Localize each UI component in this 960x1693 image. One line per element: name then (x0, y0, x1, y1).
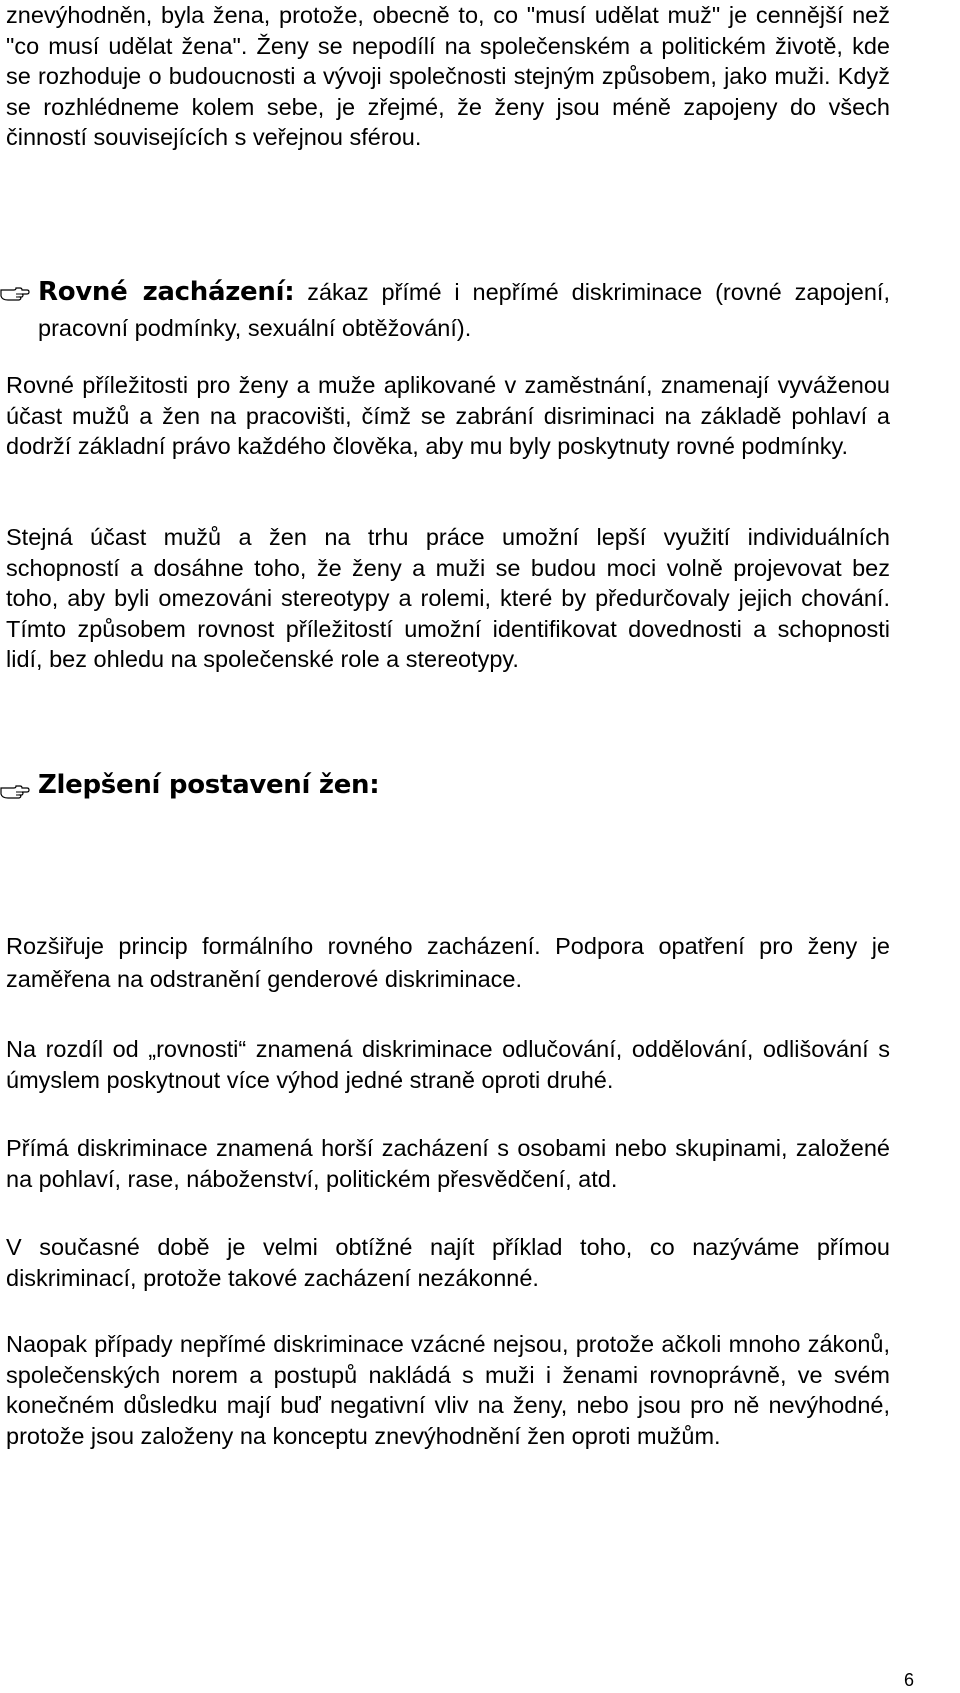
paragraph-equal-opportunities: Rovné příležitosti pro ženy a muže aplikované v zaměstnání, znamenají vyváženou účast mužů a žen na pracovišti, čímž se zabrání disriminaci na základě pohlaví a dodrží základní právo každého člověka, aby mu byly poskytnuty rovné podmínky. (6, 372, 890, 459)
paragraph-labour-market: Stejná účast mužů a žen na trhu práce umožní lepší využití individuálních schopností a dosáhne toho, že ženy a muži se budou moci volně projevovat bez toho, aby byli omezováni stereotypy a rolemi, které by předurčovaly jejich chování. Tímto způsobem rovnost příležitostí umožní identifikovat dovednosti a schopnosti lidí, bez ohledu na společenské role a stereotypy. (6, 524, 890, 672)
equal-treatment-heading: Rovné zacházení: (38, 277, 295, 307)
pointing-hand-icon (0, 284, 30, 302)
pointing-hand-icon (0, 782, 30, 800)
paragraph-discrimination-definition: Na rozdíl od „rovnosti“ znamená diskriminace odlučování, oddělování, odlišování s úmyslem poskytnout více výhod jedné straně oproti druhé. (6, 1036, 890, 1093)
equal-treatment-text (0, 274, 890, 346)
improvement-heading: Zlepšení postavení žen: (38, 770, 380, 800)
paragraph-formal-principle: Rozšiřuje princip formálního rovného zacházení. Podpora opatření pro ženy je zaměřena na odstranění genderové diskriminace. (6, 933, 890, 992)
paragraph-indirect-discrimination: Naopak případy nepřímé diskriminace vzácné nejsou, protože ačkoli mnoho zákonů, společenských norem a postupů nakládá s muži i ženami rovnoprávně, ve svém konečném důsledku mají buď negativní vliv na ženy, nebo jsou pro ně nevýhodné, protože jsou založeny na konceptu znevýhodnění žen oproti mužům. (6, 1331, 890, 1449)
bullet-equal-treatment (0, 274, 890, 346)
paragraph-intro: znevýhodněn, byla žena, protože, obecně to, co "musí udělat muž" je cennější než "co musí udělat žena". Ženy se nepodílí na společenském a politickém životě, kde se rozhoduje o budoucnosti a vývoji společnosti stejným způsobem, jako muži. Když se rozhlédneme kolem sebe, je zřejmé, že ženy jsou méně zapojeny do všech činností souvisejících s veřejnou sférou. (6, 2, 890, 150)
paragraph-direct-discrimination: Přímá diskriminace znamená horší zacházení s osobami nebo skupinami, založené na pohlaví, rase, náboženství, politickém přesvědčení, atd. (6, 1135, 890, 1192)
equal-treatment-description: zákaz přímé i nepřímé diskriminace (rovné zapojení, pracovní podmínky, sexuální obtěžování). (38, 279, 890, 341)
page-number: 6 (903, 1670, 914, 1690)
paragraph-current-situation: V současné době je velmi obtížné najít příklad toho, co nazýváme přímou diskriminací, protože takové zacházení nezákonné. (6, 1234, 890, 1291)
